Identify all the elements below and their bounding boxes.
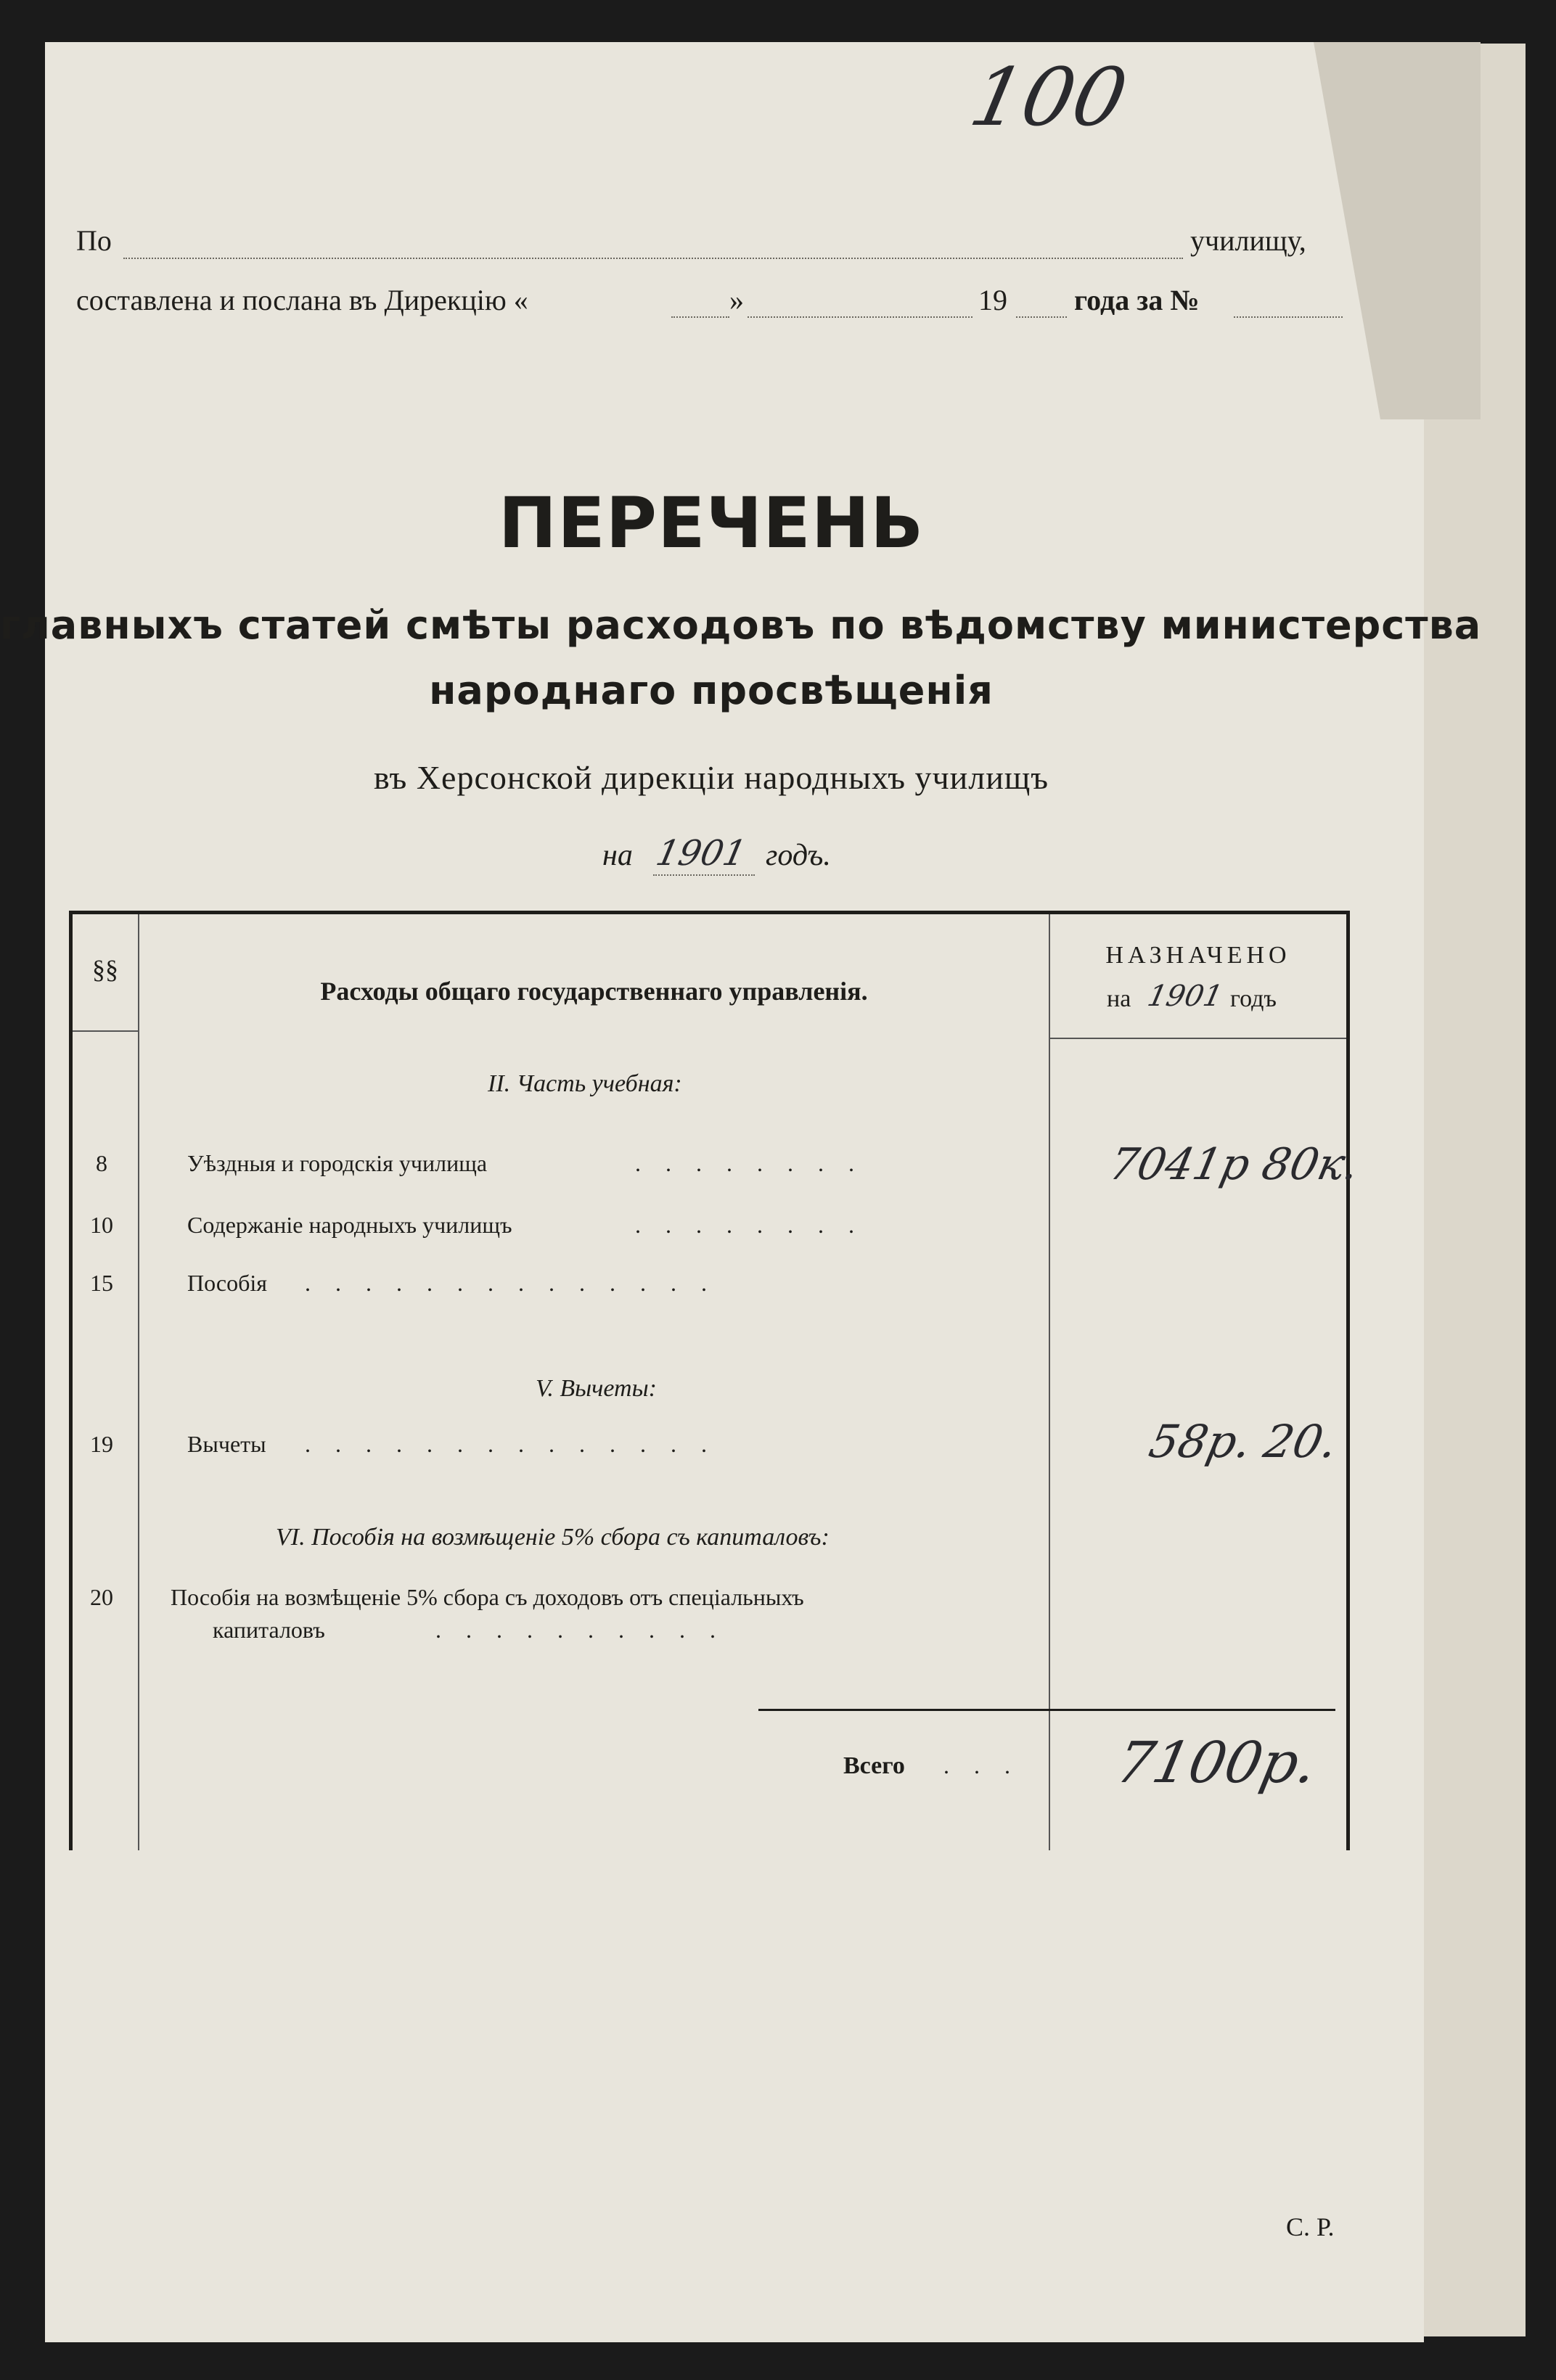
table-left-border <box>69 911 73 1850</box>
header-po-label: По <box>76 224 112 257</box>
document-page <box>45 42 1424 2342</box>
title-year-value: 1901 <box>652 833 750 874</box>
row-num-10: 10 <box>90 1212 113 1238</box>
title-year-underline <box>653 874 755 876</box>
col-ss-divider <box>138 914 139 1850</box>
header-sent-line: составлена и послана въ Дирекцію « <box>76 284 528 316</box>
row-label-20: Пособія на возмѣщеніе 5% сбора съ доходовъ отъ спеціальныхъ <box>171 1584 804 1610</box>
row-amount-19: 58р. 20. <box>1145 1415 1343 1468</box>
quote-close: » <box>729 284 744 316</box>
row-label-19: Вычеты <box>187 1431 266 1457</box>
ss-header-underline <box>73 1030 138 1032</box>
year-field <box>1016 316 1067 318</box>
col-ss-header: §§ <box>92 955 118 984</box>
footer-mark: С. Р. <box>1286 2212 1335 2241</box>
school-name-field <box>123 258 1183 259</box>
title-line-3: въ Херсонской дирекціи народныхъ училищъ <box>373 759 1049 796</box>
archive-number: 100 <box>962 51 1135 144</box>
month-field <box>748 316 972 318</box>
row-num-15: 15 <box>90 1270 113 1296</box>
title-line-1: главныхъ статей смѣты расходовъ по вѣдомству министерства <box>0 602 1482 648</box>
header-year-prefix: 19 <box>978 284 1007 316</box>
col-main-header: Расходы общаго государственнаго управленія. <box>320 977 868 1006</box>
header-school-suffix: училищу, <box>1190 224 1306 257</box>
total-rule <box>758 1709 1335 1711</box>
table-top-border <box>73 911 1350 914</box>
title-line-2: народнаго просвѣщенія <box>429 668 994 713</box>
day-field <box>671 316 729 318</box>
row-leader-8: ........ <box>635 1150 879 1176</box>
col-assigned-year: 1901 <box>1145 980 1226 1013</box>
document-title: ПЕРЕЧЕНЬ <box>498 483 925 564</box>
col-assigned-suffix: годъ <box>1230 985 1277 1012</box>
row-leader-15: .............. <box>305 1270 732 1296</box>
title-year-prefix: на <box>602 839 633 872</box>
total-label: Всего <box>843 1752 905 1779</box>
row-leader-20: .......... <box>435 1617 740 1643</box>
total-amount: 7100р. <box>1110 1731 1323 1796</box>
number-field <box>1234 316 1343 318</box>
row-num-19: 19 <box>90 1431 113 1457</box>
row-label-20-cont: капиталовъ <box>213 1617 325 1643</box>
row-leader-19: .............. <box>305 1431 732 1457</box>
col-assigned-header: НАЗНАЧЕНО <box>1105 942 1291 969</box>
section-title-2: II. Часть учебная: <box>488 1070 682 1097</box>
row-num-20: 20 <box>90 1584 113 1610</box>
row-label-8: Уѣздныя и городскія училища <box>187 1150 488 1176</box>
row-amount-8: 7041р 80к. <box>1105 1139 1364 1190</box>
row-label-15: Пособія <box>187 1270 267 1296</box>
title-year-suffix: годъ. <box>766 839 831 872</box>
section-title-5: V. Вычеты: <box>536 1375 657 1402</box>
section-title-6: VI. Пособія на возмѣщеніе 5% сбора съ капиталовъ: <box>276 1524 830 1551</box>
assigned-header-underline <box>1050 1038 1346 1039</box>
row-num-8: 8 <box>96 1150 107 1176</box>
row-label-10: Содержаніе народныхъ училищъ <box>187 1212 512 1238</box>
row-leader-10: ........ <box>635 1212 879 1238</box>
total-leader: ... <box>943 1752 1035 1778</box>
col-assigned-prefix: на <box>1107 985 1131 1012</box>
table-right-border <box>1346 911 1350 1850</box>
header-year-for-label: года за № <box>1074 284 1200 316</box>
